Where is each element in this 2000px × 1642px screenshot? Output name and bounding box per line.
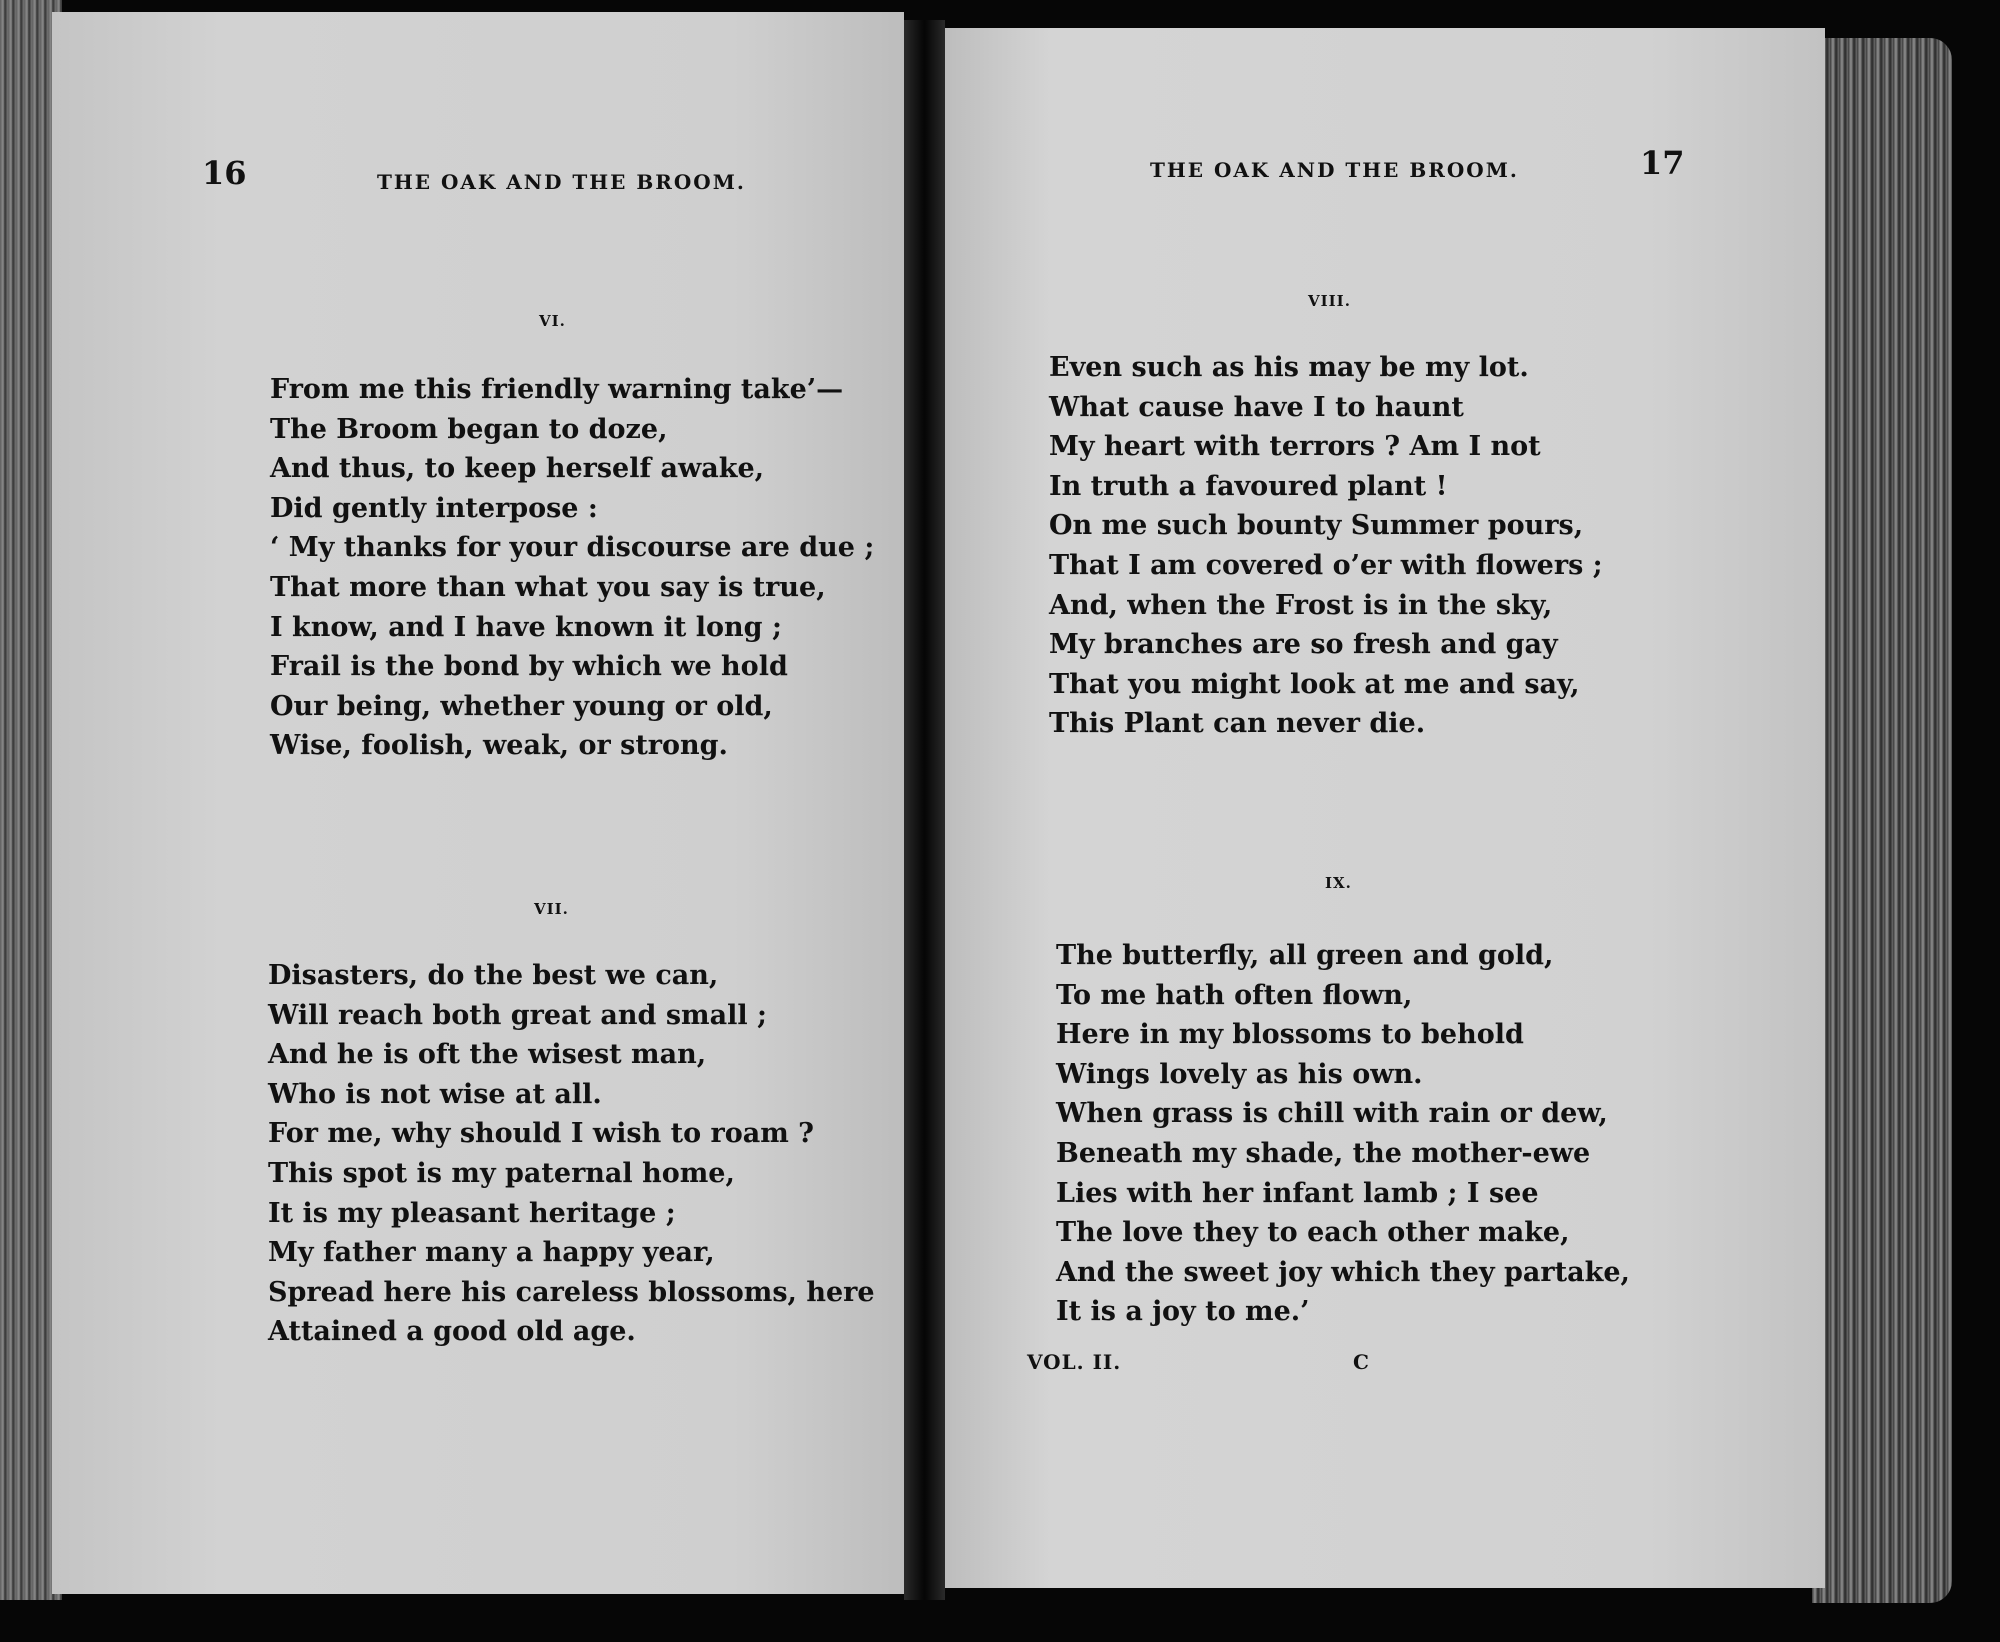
verse-line: The love they to each other make, xyxy=(1056,1217,1570,1249)
verse-line: Even such as his may be my lot. xyxy=(1049,352,1529,383)
verse-line: Here in my blossoms to behold xyxy=(1056,1019,1524,1051)
verse-line: Lies with her infant lamb ; I see xyxy=(1056,1177,1539,1209)
volume-footer: VOL. II. xyxy=(1027,1350,1122,1374)
stanza-vi xyxy=(270,370,874,766)
verse-line: It is my pleasant heritage ; xyxy=(268,1197,676,1229)
verse-line: And thus, to keep herself awake, xyxy=(270,453,765,485)
stanza-numeral: IX. xyxy=(1325,874,1352,892)
verse-line: When grass is chill with rain or dew, xyxy=(1056,1098,1608,1130)
verse-line: From me this friendly warning take’— xyxy=(270,374,844,405)
verse-line: My branches are so fresh and gay xyxy=(1049,629,1558,661)
verse-line: Frail is the bond by which we hold xyxy=(270,651,788,683)
verse-line: Disasters, do the best we can, xyxy=(268,960,719,991)
running-head: THE OAK AND THE BROOM. xyxy=(377,170,746,194)
signature-mark: C xyxy=(1353,1350,1370,1374)
verse-line: It is a joy to me.’ xyxy=(1056,1296,1310,1328)
verse-line: That I am covered o’er with flowers ; xyxy=(1049,549,1603,581)
verse-line: Attained a good old age. xyxy=(268,1316,636,1348)
verse-line: ‘ My thanks for your discourse are due ; xyxy=(270,532,875,564)
verse-line: What cause have I to haunt xyxy=(1049,391,1464,423)
verse-line: And, when the Frost is in the sky, xyxy=(1049,589,1553,621)
page-number: 16 xyxy=(202,154,247,192)
right-page-edges xyxy=(1812,38,1952,1603)
verse-line: My heart with terrors ? Am I not xyxy=(1049,431,1541,463)
verse-line: And he is oft the wisest man, xyxy=(268,1039,707,1071)
stanza-vii xyxy=(268,956,875,1352)
verse-line: This spot is my paternal home, xyxy=(268,1157,735,1189)
book-gutter xyxy=(904,20,945,1600)
verse-line: Wings lovely as his own. xyxy=(1056,1058,1423,1090)
right-page xyxy=(945,28,1825,1588)
verse-line: That more than what you say is true, xyxy=(270,571,826,603)
verse-line: This Plant can never die. xyxy=(1049,708,1426,740)
running-head: THE OAK AND THE BROOM. xyxy=(1150,158,1519,182)
verse-line: On me such bounty Summer pours, xyxy=(1049,510,1584,542)
verse-line: Who is not wise at all. xyxy=(268,1078,602,1110)
stanza-numeral: VI. xyxy=(539,312,566,330)
verse-line: That you might look at me and say, xyxy=(1049,668,1580,700)
verse-line: For me, why should I wish to roam ? xyxy=(268,1118,814,1150)
verse-line: In truth a favoured plant ! xyxy=(1049,470,1448,502)
verse-line: I know, and I have known it long ; xyxy=(270,611,782,643)
verse-line: Our being, whether young or old, xyxy=(270,690,773,722)
left-page xyxy=(52,12,904,1594)
verse-line: Beneath my shade, the mother-ewe xyxy=(1056,1137,1591,1169)
verse-line: My father many a happy year, xyxy=(268,1237,715,1269)
page-number: 17 xyxy=(1640,144,1685,182)
stanza-numeral: VII. xyxy=(534,900,569,918)
verse-line: Did gently interpose : xyxy=(270,492,598,524)
verse-line: The butterfly, all green and gold, xyxy=(1056,940,1554,971)
verse-line: Will reach both great and small ; xyxy=(268,999,767,1031)
stanza-numeral: VIII. xyxy=(1308,292,1351,310)
verse-line: To me hath often flown, xyxy=(1056,979,1413,1011)
verse-line: Spread here his careless blossoms, here xyxy=(268,1276,875,1308)
verse-line: The Broom began to doze, xyxy=(270,413,668,445)
verse-line: Wise, foolish, weak, or strong. xyxy=(270,730,728,762)
stanza-viii xyxy=(1049,348,1603,744)
verse-line: And the sweet joy which they partake, xyxy=(1056,1256,1630,1288)
stanza-ix xyxy=(1056,936,1630,1332)
